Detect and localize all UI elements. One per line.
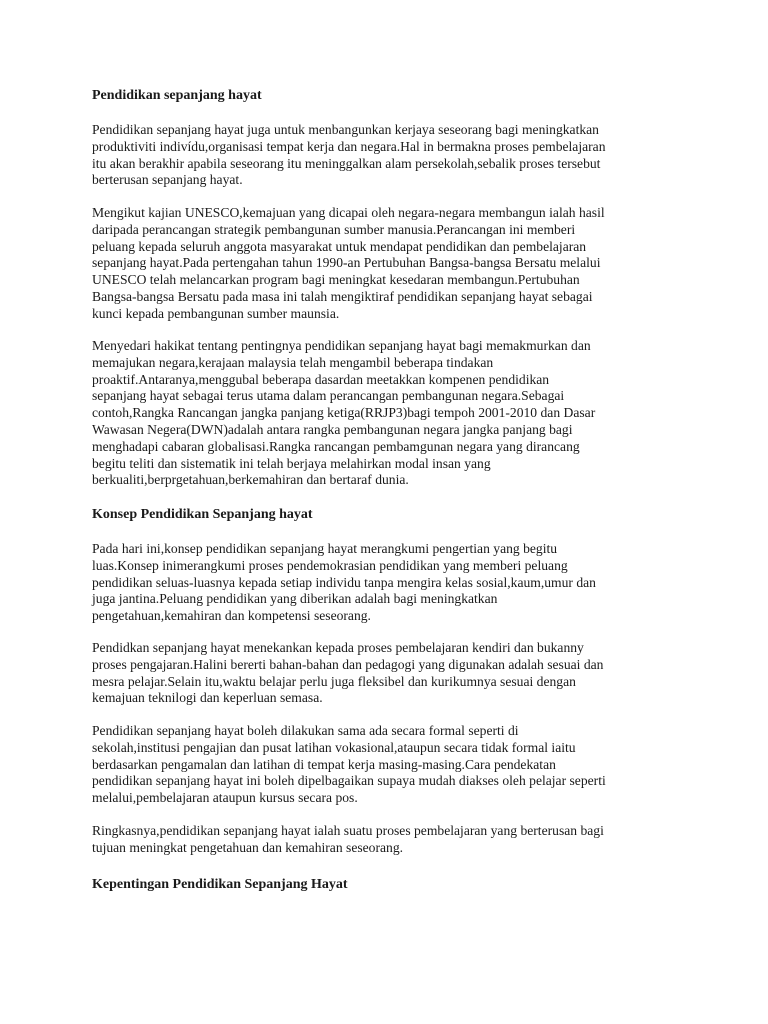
paragraph-line: daripada perancangan strategik pembangunan sumber manusia.Perancangan ini memberi	[92, 221, 576, 237]
heading-kepentingan-pendidikan: Kepentingan Pendidikan Sepanjang Hayat	[92, 877, 348, 892]
paragraph-line: Pendidikan sepanjang hayat juga untuk menbangunkan kerjaya seseorang bagi meningkatkan	[92, 122, 599, 137]
paragraph-line: sepanjang hayat sebagai terus utama dalam perancangan pembangunan negara.Sebagai	[92, 388, 565, 404]
paragraph-line: berterusan sepanjang hayat.	[92, 172, 243, 188]
paragraph-line: pendidikan sepanjang hayat ini boleh dipelbagaikan supaya mudah diakses oleh pelajar seperti	[92, 773, 606, 789]
paragraph-line: proaktif.Antaranya,menggubal beberapa dasardan meetakkan kompenen pendidikan	[92, 371, 550, 387]
paragraph-line: berkualiti,berprgetahuan,berkemahiran dan bertaraf dunia.	[92, 472, 409, 488]
paragraph-line: pendidikan seluas-luasnya kepada setiap individu tanpa mengira kelas sosial,kaum,umur dan	[92, 574, 596, 590]
paragraph-line: melalui,pembelajaran ataupun kursus secara pos.	[92, 790, 358, 806]
paragraph-line: Mengikut kajian UNESCO,kemajuan yang dicapai oleh negara-negara membangun ialah hasil	[92, 205, 605, 220]
paragraph-line: Wawasan Negera(DWN)adalah antara rangka pembangunan negara jangka panjang bagi	[92, 421, 573, 437]
paragraph-line: Pendidkan sepanjang hayat menekankan kepada proses pembelajaran kendiri dan bukanny	[92, 640, 584, 655]
paragraph-line: memajukan negara,kerajaan malaysia telah mengambil beberapa tindakan	[92, 354, 494, 370]
paragraph-5	[92, 640, 682, 707]
heading-konsep-pendidikan: Konsep Pendidikan Sepanjang hayat	[92, 507, 313, 522]
paragraph-line: juga jantina.Peluang pendidikan yang diberikan adalah bagi meningkatkan	[92, 591, 498, 607]
paragraph-1	[92, 122, 682, 189]
paragraph-line: Pendidikan sepanjang hayat boleh dilakukan sama ada secara formal seperti di	[92, 723, 519, 738]
paragraph-line: itu akan berakhir apabila seseorang itu meninggalkan alam persekolah,sebalik proses tersebut	[92, 155, 601, 171]
paragraph-line: kunci kepada pembangunan sumber maunsia.	[92, 305, 340, 321]
paragraph-line: Ringkasnya,pendidikan sepanjang hayat ialah suatu proses pembelajaran yang berterusan bagi	[92, 823, 604, 838]
paragraph-line: pengetahuan,kemahiran dan kompetensi seseorang.	[92, 608, 371, 624]
paragraph-4	[92, 541, 682, 625]
paragraph-line: sepanjang hayat.Pada pertengahan tahun 1990-an Pertubuhan Bangsa-bangsa Bersatu melalui	[92, 255, 601, 271]
paragraph-line: contoh,Rangka Rancangan jangka panjang ketiga(RRJP3)bagi tempoh 2001-2010 dan Dasar	[92, 405, 596, 421]
paragraph-line: sekolah,institusi pengajian dan pusat latihan vokasional,ataupun secara tidak formal iaitu	[92, 739, 576, 755]
paragraph-2	[92, 205, 682, 323]
paragraph-3	[92, 338, 682, 489]
paragraph-6	[92, 723, 682, 807]
paragraph-line: peluang kepada seluruh anggota masyarakat untuk mendapat pendidikan dan pembelajaran	[92, 238, 587, 254]
paragraph-line: UNESCO telah melancarkan program bagi meningkat kesedaran membangun.Pertubuhan	[92, 272, 580, 288]
paragraph-line: proses pengajaran.Halini bererti bahan-bahan dan pedagogi yang digunakan adalah sesuai dan	[92, 656, 604, 672]
paragraph-line: tujuan meningkat pengetahuan dan kemahiran seseorang.	[92, 839, 404, 855]
paragraph-line: Pada hari ini,konsep pendidikan sepanjang hayat merangkumi pengertian yang begitu	[92, 541, 558, 556]
paragraph-line: kemajuan teknilogi dan keperluan semasa.	[92, 690, 323, 706]
paragraph-line: produktiviti indivídu,organisasi tempat kerja dan negara.Hal in bermakna proses pembelajaran	[92, 138, 606, 154]
paragraph-line: mesra pelajar.Selain itu,waktu belajar perlu juga fleksibel dan kurikumnya sesuai dengan	[92, 673, 576, 689]
heading-pendidikan-sepanjang-hayat: Pendidikan sepanjang hayat	[92, 88, 262, 103]
paragraph-line: Menyedari hakikat tentang pentingnya pendidikan sepanjang hayat bagi memakmurkan dan	[92, 338, 591, 353]
paragraph-7	[92, 823, 682, 857]
paragraph-line: luas.Konsep inimerangkumi proses pendemokrasian pendidikan yang memberi peluang	[92, 557, 568, 573]
paragraph-line: Bangsa-bangsa Bersatu pada masa ini talah mengiktiraf pendidikan sepanjang hayat sebagai	[92, 288, 593, 304]
paragraph-line: berdasarkan pengamalan dan latihan di tempat kerja masing-masing.Cara pendekatan	[92, 756, 556, 772]
paragraph-line: menghadapi cabaran globalisasi.Rangka rancangan pembamgunan negara yang dirancang	[92, 438, 580, 454]
paragraph-line: begitu teliti dan sistematik ini telah berjaya melahirkan modal insan yang	[92, 455, 491, 471]
